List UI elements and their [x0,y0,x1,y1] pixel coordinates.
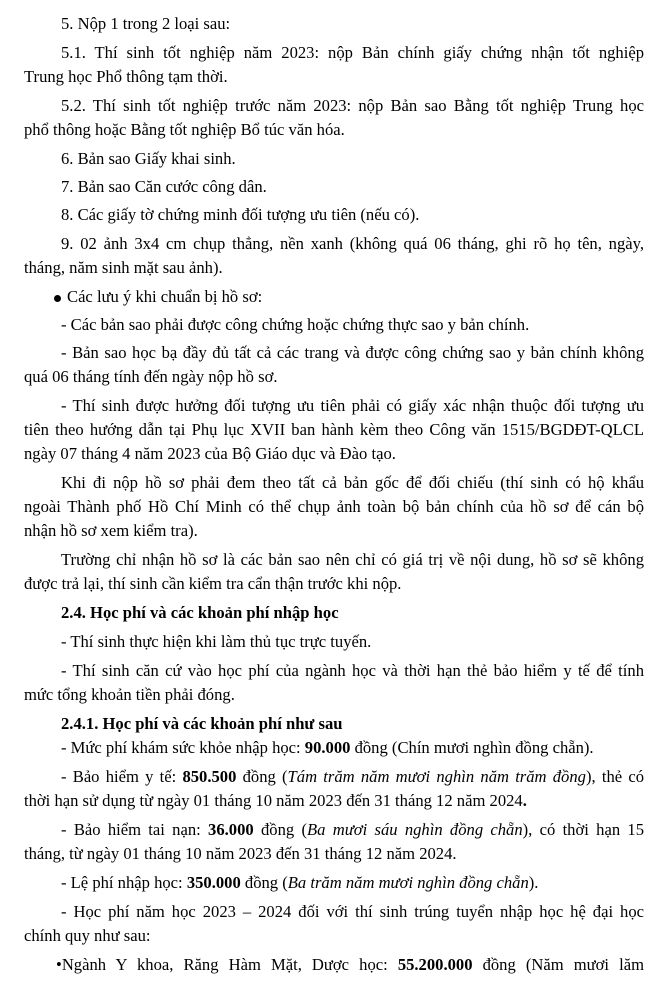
item-5: 5. Nộp 1 trong 2 loại sau: [61,14,231,33]
item-5-2: 5.2. Thí sinh tốt nghiệp trước năm 2023: nộp Bản sao Bằng tốt nghiệp Trung học [61,96,644,115]
item-9: 9. 02 ảnh 3x4 cm chụp thẳng, nền xanh (không quá 06 tháng, ghi rõ họ tên, ngày, [61,234,644,253]
para-copies: Trường chỉ nhận hồ sơ là các bản sao nên chỉ có giá trị về nội dung, hồ sơ sẽ không [61,550,644,569]
fee-label: Ngành Y khoa, Răng Hàm Mặt, Dược học: [61,955,398,974]
fee-amount-words: Tám trăm năm mươi nghìn năm trăm đồng [287,767,586,786]
fee-label: - Bảo hiểm tai nạn: [61,820,209,839]
para-originals-cont-1: ngoài Thành phố Hồ Chí Minh có thể chụp ảnh toàn bộ bản chính của hồ sơ để cán bộ [24,497,644,516]
fee-note-2: - Thí sinh căn cứ vào học phí của ngành học và thời hạn thẻ bảo hiểm y tế để tính [61,661,644,680]
fee-text: ), có thời hạn 15 [522,820,644,839]
item-5-2-cont: phổ thông hoặc Bằng tốt nghiệp Bổ túc văn hóa. [24,120,345,139]
note-3: - Thí sinh được hưởng đối tượng ưu tiên phải có giấy xác nhận thuộc đối tượng ưu [61,396,644,415]
fee-amount: 350.000 [186,873,241,892]
bullet-icon [54,295,61,302]
notes-heading-text: Các lưu ý khi chuẩn bị hồ sơ: [67,287,263,306]
fee-note-2-cont: mức tổng khoản tiền phải đóng. [24,685,235,704]
item-7: 7. Bản sao Căn cước công dân. [61,177,267,196]
fee-label: - Mức phí khám sức khỏe nhập học: [61,738,305,757]
fee-accident-insurance-cont: tháng, từ ngày 01 tháng 10 năm 2023 đến 31 tháng 12 năm 2024. [24,844,457,863]
note-3-cont-1: tiên theo hướng dẫn tại Phụ lục XVII ban hành kèm theo Công văn 1515/BGDĐT-QLCL [24,420,644,439]
fee-label: - Lệ phí nhập học: [61,873,187,892]
fee-amount: 850.500 [182,767,237,786]
note-1: - Các bản sao phải được công chứng hoặc chứng thực sao y bản chính. [61,315,530,334]
fee-amount-words: Ba trăm năm mươi nghìn đồng chẵn [287,873,529,892]
fee-text: đồng ( [236,767,288,786]
fee-amount-words: Ba mươi sáu nghìn đồng chẵn [306,820,523,839]
fee-amount: 55.200.000 [397,955,473,974]
fee-admission [61,871,538,895]
para-originals-cont-2: nhận hồ sơ xem kiểm tra). [24,521,198,540]
item-9-cont: tháng, năm sinh mặt sau ảnh). [24,258,223,277]
section-2-4-heading: 2.4. Học phí và các khoản phí nhập học [61,603,339,622]
bullet-icon: • [56,955,62,974]
para-originals: Khi đi nộp hồ sơ phải đem theo tất cả bản gốc để đối chiếu (thí sinh có hộ khẩu [61,473,644,492]
fee-text: thời hạn sử dụng từ ngày 01 tháng 10 năm 2023 đến 31 tháng 12 năm 2024 [24,791,523,810]
para-copies-cont: được trả lại, thí sinh cần kiểm tra cẩn thận trước khi nộp. [24,574,402,593]
item-6: 6. Bản sao Giấy khai sinh. [61,149,236,168]
fee-text: đồng ( [253,820,307,839]
fee-tuition-intro-cont: chính quy như sau: [24,926,151,945]
fee-health-check [61,736,594,760]
fee-health-insurance [61,765,644,789]
fee-text: ), thẻ có [585,767,645,786]
note-3-cont-2: ngày 07 tháng 4 năm 2023 của Bộ Giáo dục và Đào tạo. [24,444,396,463]
note-2-cont: quá 06 tháng tính đến ngày nộp hồ sơ. [24,367,278,386]
fee-text: đồng ( [240,873,288,892]
notes-heading [54,285,262,309]
note-2: - Bản sao học bạ đầy đủ tất cả các trang và được công chứng sao y bản chính không [61,343,644,362]
fee-text: ). [528,873,539,892]
fee-major-medicine [56,953,644,977]
section-2-4-1-heading: 2.4.1. Học phí và các khoản phí như sau [61,714,343,733]
fee-text: đồng (Chín mươi nghìn đồng chẵn). [350,738,594,757]
fee-text: đồng (Năm mươi lăm [472,955,644,974]
item-8: 8. Các giấy tờ chứng minh đối tượng ưu tiên (nếu có). [61,205,420,224]
fee-accident-insurance [61,818,644,842]
fee-health-insurance-cont [24,789,527,813]
item-5-1: 5.1. Thí sinh tốt nghiệp năm 2023: nộp Bản chính giấy chứng nhận tốt nghiệp [61,43,644,62]
fee-text-dot: . [522,791,527,810]
fee-amount: 36.000 [208,820,254,839]
fee-amount: 90.000 [304,738,351,757]
item-5-1-cont: Trung học Phổ thông tạm thời. [24,67,228,86]
fee-tuition-intro: - Học phí năm học 2023 – 2024 đối với thí sinh trúng tuyển nhập học hệ đại học [61,902,644,921]
fee-label: - Bảo hiểm y tế: [61,767,183,786]
fee-note-1: - Thí sinh thực hiện khi làm thủ tục trực tuyến. [61,632,372,651]
